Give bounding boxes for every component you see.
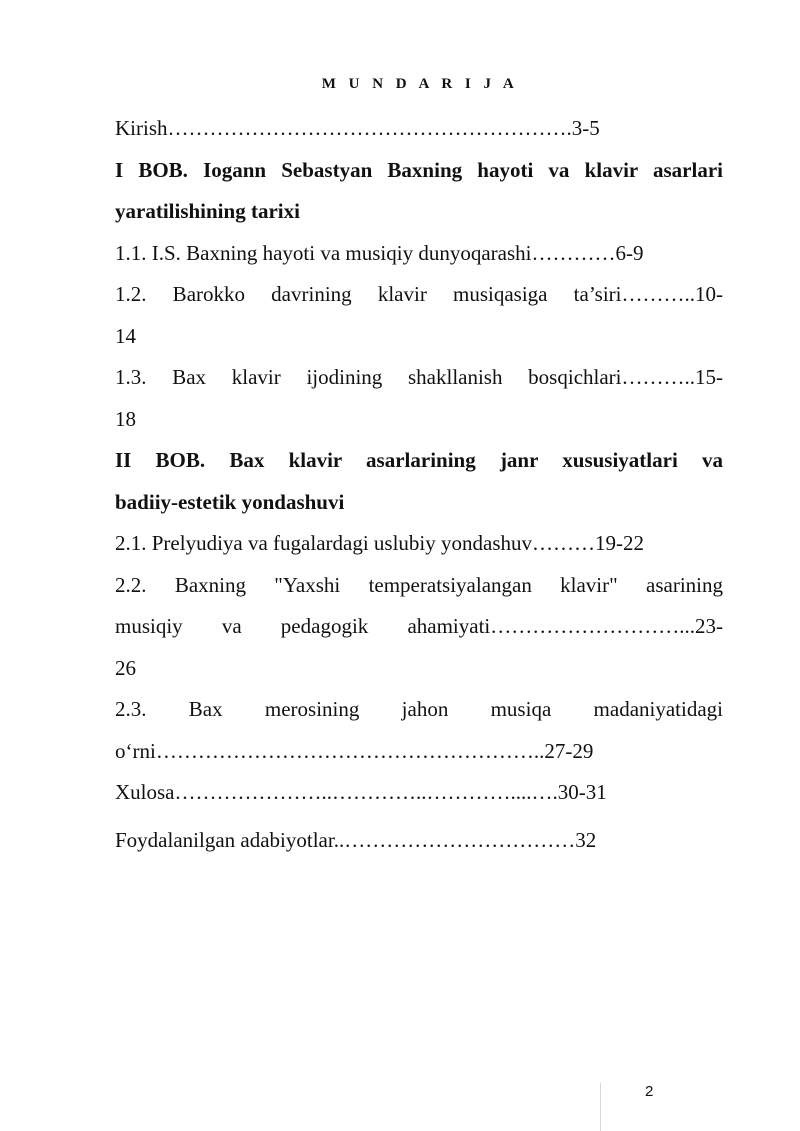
toc-entry-2-1: 2.1. Prelyudiya va fugalardagi uslubiy yondashuv………19-22 [115, 531, 644, 555]
toc-chapter-2-title: II BOB. Bax klavir asarlarining janr xususiyatlari va [115, 448, 723, 472]
toc-entry-2-3: 2.3. Bax merosining jahon musiqa madaniyatidagi [115, 697, 723, 721]
toc-entry-1-2-cont: 14 [115, 323, 136, 348]
table-of-contents [115, 108, 723, 861]
page-margin-rule [600, 1083, 601, 1131]
toc-entry-1-2: 1.2. Barokko davrining klavir musiqasiga ta’siri………..10- [115, 282, 723, 306]
toc-entry-1-3-cont: 18 [115, 406, 136, 431]
toc-heading: M U N D A R I J A [321, 76, 519, 92]
toc-chapter-1-title: I BOB. Iogann Sebastyan Baxning hayoti va klavir asarlari [115, 157, 723, 182]
toc-entry-2-2-cont: musiqiy va pedagogik ahamiyati………………………...23- [115, 614, 723, 638]
toc-entry-kirish: Kirish………………………………………………….3-5 [115, 116, 600, 140]
toc-entry-1-1: 1.1. I.S. Baxning hayoti va musiqiy dunyoqarashi…………6-9 [115, 240, 644, 265]
toc-entry-1-3: 1.3. Bax klavir ijodining shakllanish bosqichlari………..15- [115, 365, 723, 389]
toc-entry-2-2: 2.2. Baxning "Yaxshi temperatsiyalangan klavir" asarining [115, 572, 723, 597]
toc-entry-adabiyotlar: Foydalanilgan adabiyotlar..……………………………32 [115, 827, 597, 852]
toc-chapter-1-title-cont: yaratilishining tarixi [115, 199, 300, 223]
toc-entry-2-3-cont: o‘rni………………………………………………..27-29 [115, 738, 594, 763]
toc-entry-2-2-cont-2: 26 [115, 655, 136, 680]
page-number: 2 [645, 1083, 654, 1100]
toc-entry-xulosa: Xulosa…………………..…………..…………....….30-31 [115, 780, 607, 804]
toc-chapter-2-title-cont: badiiy-estetik yondashuvi [115, 489, 345, 514]
